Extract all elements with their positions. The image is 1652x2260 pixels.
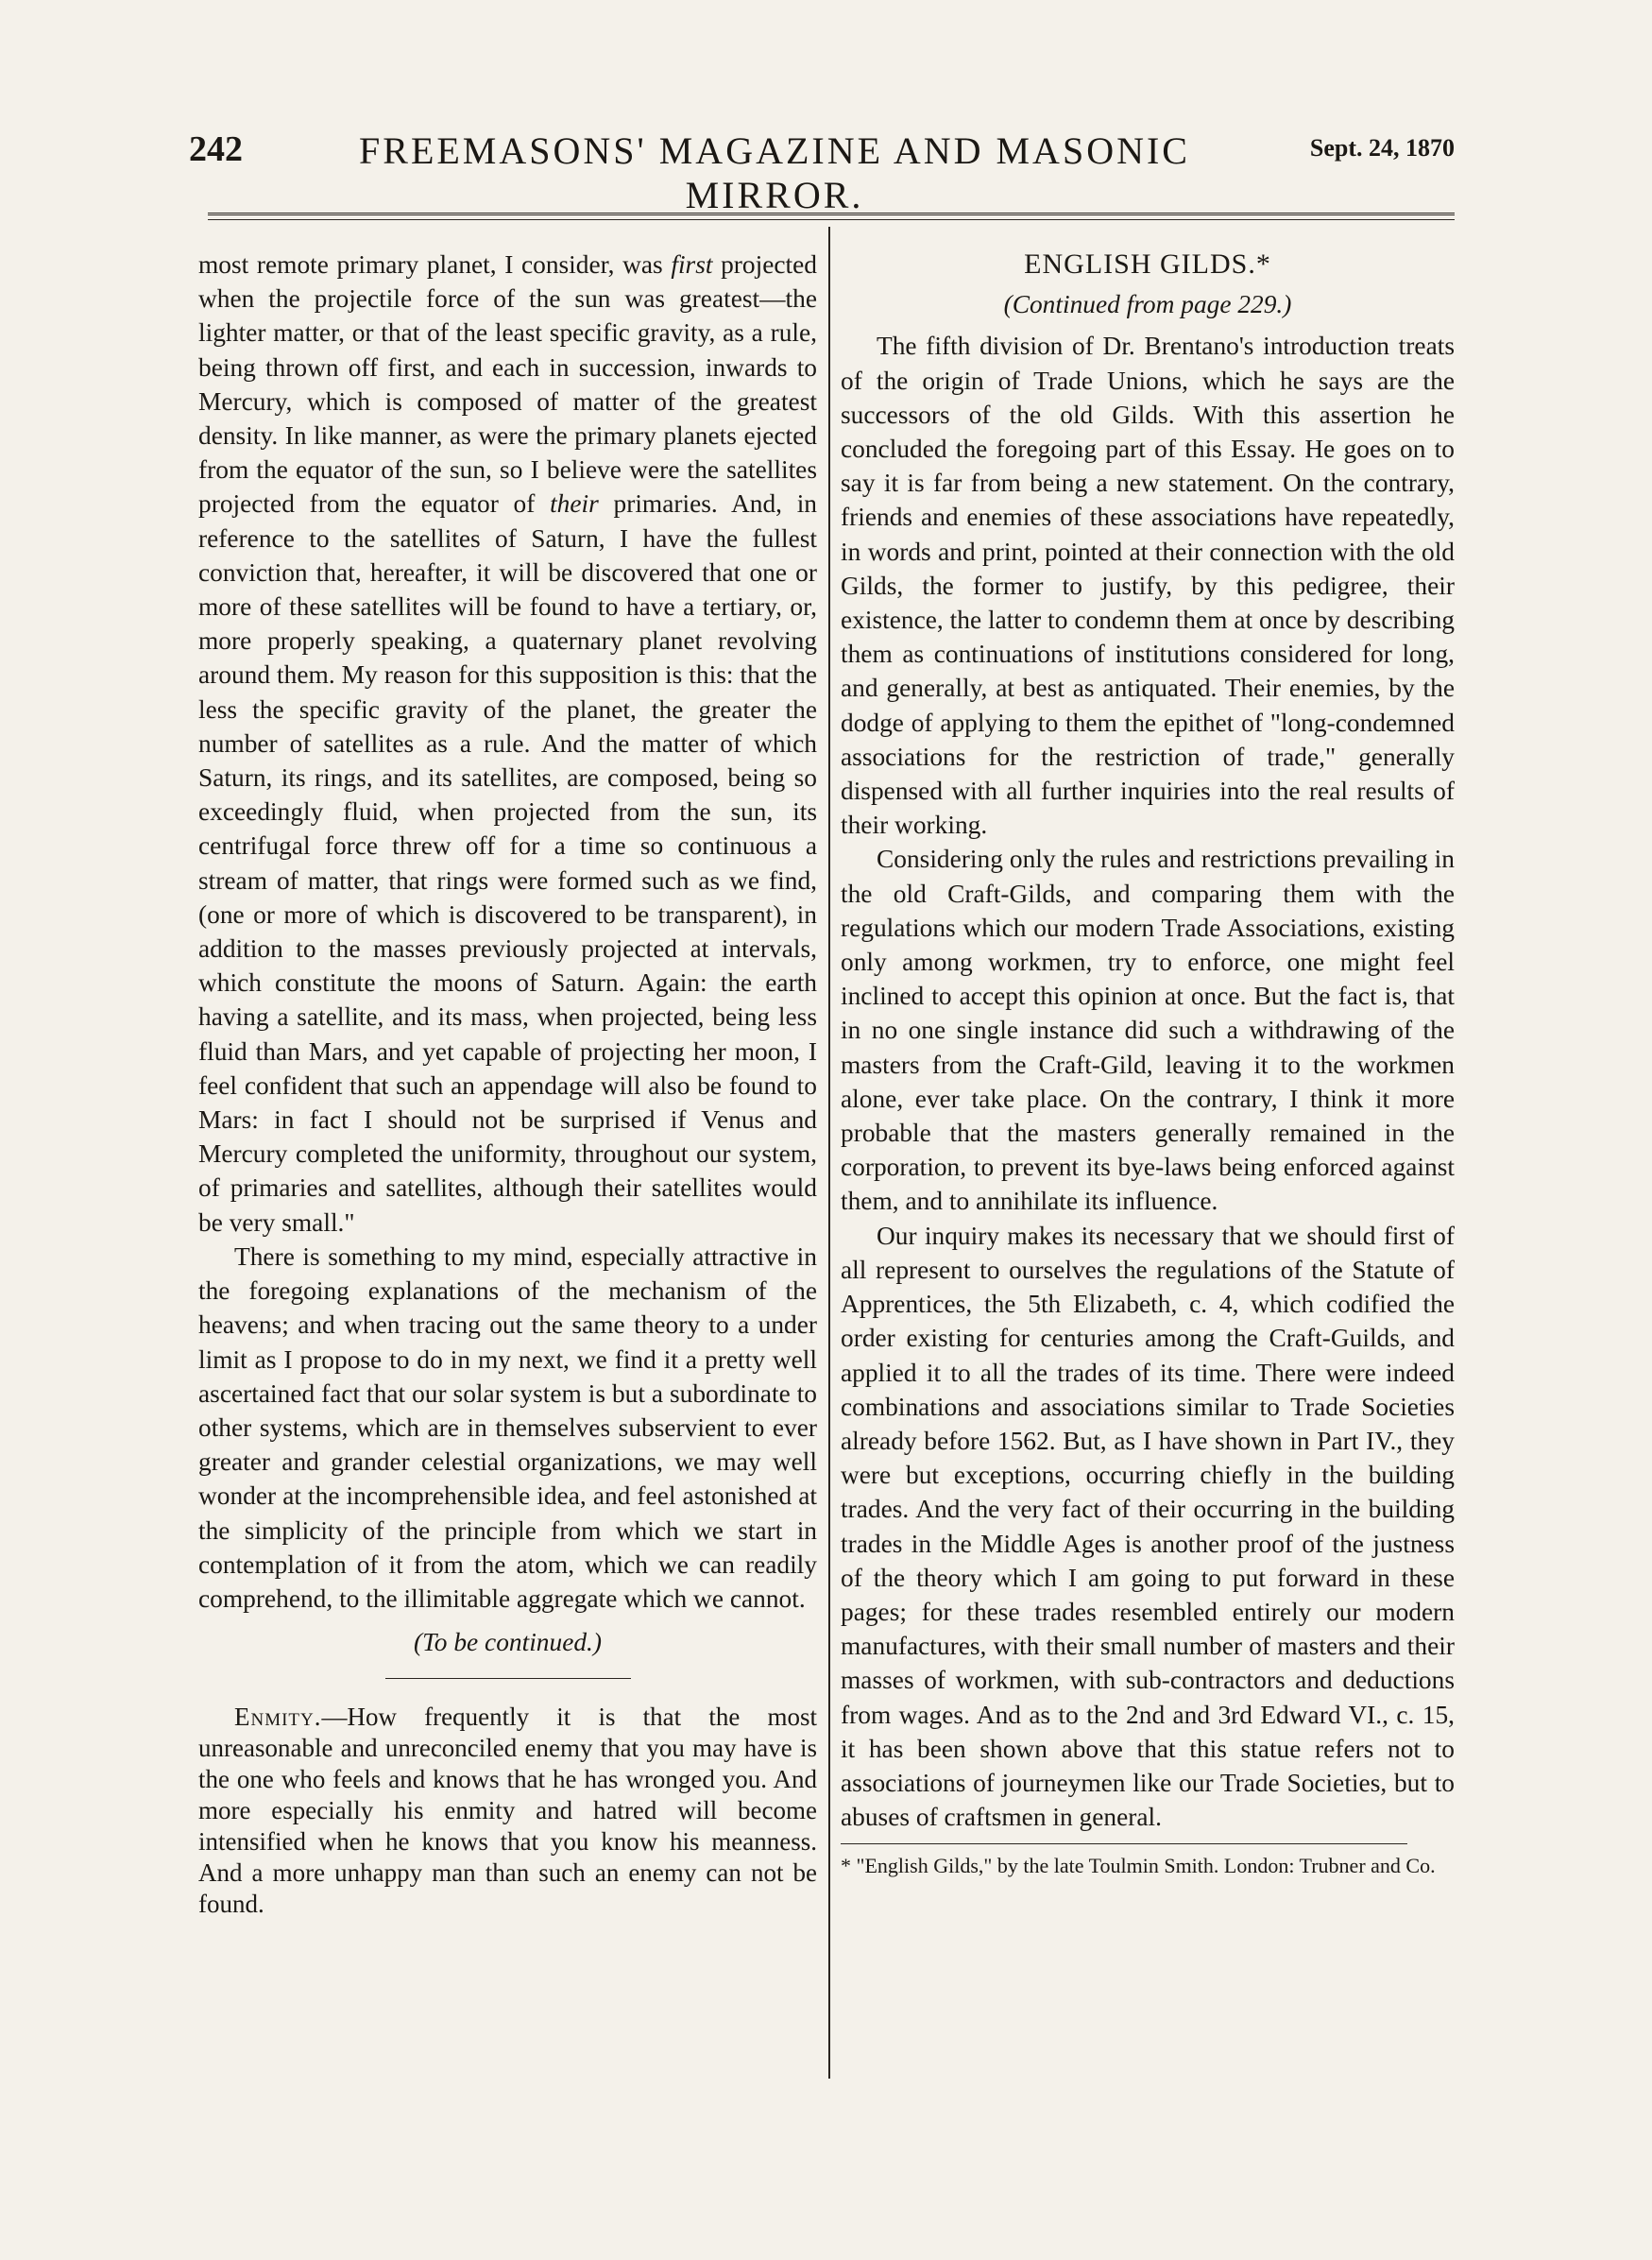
- issue-date: Sept. 24, 1870: [1309, 134, 1455, 162]
- left-column: [198, 248, 817, 1920]
- article-paragraph: The fifth division of Dr. Brentano's introduction treats of the origin of Trade Unions, which he says are the successors of the old Gilds. With this assertion he concluded the foregoing part of this Essay. He goes on to say it is far from being a new statement. On the contrary, friends and enemies of these associations have repeatedly, in words and print, pointed at their connection with the old Gilds, the former to justify, by this pedigree, their existence, the latter to condemn them at once by describing them as continuations of institutions considered for long, and generally, at best as antiquated. Their enemies, by the dodge of applying to them the epithet of "long-condemned associations for the restriction of trade," generally dispensed with all further inquiries into the real results of their working.: [841, 332, 1455, 840]
- article-paragraph: Our inquiry makes its necessary that we should first of all represent to ourselves the regulations of the Statute of Apprentices, the 5th Elizabeth, c. 4, which codified the order existing for centuries among the Craft-Guilds, and applied it to all the trades of its time. There were indeed combinations and associations similar to Trade Societies already before 1562. But, as I have shown in Part IV., they were but exceptions, occurring chiefly in the building trades. And the very fact of their occurring in the building trades in the Middle Ages is another proof of the justness of the theory which I am going to put forward in these pages; for these trades resembled entirely our modern manufactures, with their small number of masters and their masses of workmen, with sub-contractors and deductions from wages. And as to the 2nd and 3rd Edward VI., c. 15, it has been shown above that this statue refers not to associations of journeymen like our Trade Societies, but to abuses of craftsmen in general.: [841, 1221, 1455, 1832]
- article-paragraph: There is something to my mind, especially attractive in the foregoing explanations of the mechanism of the heavens; and when tracing out the same theory to a under limit as I propose to do in my next, we find it a pretty well ascertained fact that our solar system is but a subordinate to other systems, which are in themselves subservient to ever greater and grander celestial organizations, we may well wonder at the incomprehensible idea, and feel astonished at the simplicity of the principle from which we start in contemplation of it from the atom, which we can readily comprehend, to the illimitable aggregate which we cannot.: [198, 1241, 817, 1613]
- masthead-title: FREEMASONS' MAGAZINE AND MASONIC MIRROR.: [359, 129, 1190, 216]
- footnote-rule: [841, 1843, 1407, 1844]
- page-header: [189, 128, 1455, 216]
- article-title: ENGLISH GILDS.*: [1024, 248, 1271, 280]
- column-divider: [828, 227, 830, 2079]
- article-paragraph: most remote primary planet, I consider, was first projected when the projectile force of the sun was greatest—the lighter matter, or that of the least specific gravity, as a rule, being thrown off first, and each in succession, inwards to Mercury, which is composed of matter of the greatest density. In like manner, as were the primary planets ejected from the equator of the sun, so I believe were the satellites projected from the equator of their primaries. And, in reference to the satellites of Saturn, I have the fullest conviction that, hereafter, it will be discovered that one or more of these satellites will be found to have a tertiary, or, more properly speaking, a quaternary planet revolving around them. My reason for this supposition is this: that the less the specific gravity of the planet, the greater the number of satellites as a rule. And the matter of which Saturn, its rings, and its satellites, are composed, being so exceedingly fluid, when projected from the sun, its centrifugal force threw off for a time so continuous a stream of matter, that rings were formed such as we find, (one or more of which is discovered to be transparent), in addition to the masses previously projected at intervals, which constitute the moons of Saturn. Again: the earth having a satellite, and its mass, when projected, being less fluid than Mars, and yet capable of projecting her moon, I feel confident that such an appendage will also be found to Mars: in fact I should not be surprised if Venus and Mercury completed the uniformity, throughout our system, of primaries and satellites, although their satellites would be very small.": [198, 250, 817, 1237]
- page-number: 242: [189, 129, 243, 169]
- enmity-heading: Enmity.: [234, 1703, 322, 1732]
- section-rule: [385, 1678, 631, 1679]
- header-rule: [208, 213, 1455, 220]
- enmity-paragraph: Enmity.—How frequently it is that the most unreasonable and unreconciled enemy that you may have is the one who feels and knows that he has wronged you. And more especially his enmity and hatred will become intensified when he knows that you know his meanness. And a more unhappy man than such an enemy can not be found.: [198, 1703, 817, 1919]
- footnote: * "English Gilds," by the late Toulmin Smith. London: Trubner and Co.: [841, 1854, 1436, 1878]
- article-subtitle: (Continued from page 229.): [1003, 290, 1292, 319]
- right-column: [841, 248, 1455, 1880]
- to-be-continued: (To be continued.): [413, 1628, 603, 1657]
- article-paragraph: Considering only the rules and restrictions prevailing in the old Craft-Gilds, and comparing them with the regulations which our modern Trade Associations, existing only among workmen, try to enforce, one might feel inclined to accept this opinion at once. But the fact is, that in no one single instance did such a withdrawing of the masters from the Craft-Gild, leaving it to the workmen alone, ever take place. On the contrary, I think it more probable that the masters generally remained in the corporation, to prevent its bye-laws being enforced against them, and to annihilate its influence.: [841, 845, 1455, 1216]
